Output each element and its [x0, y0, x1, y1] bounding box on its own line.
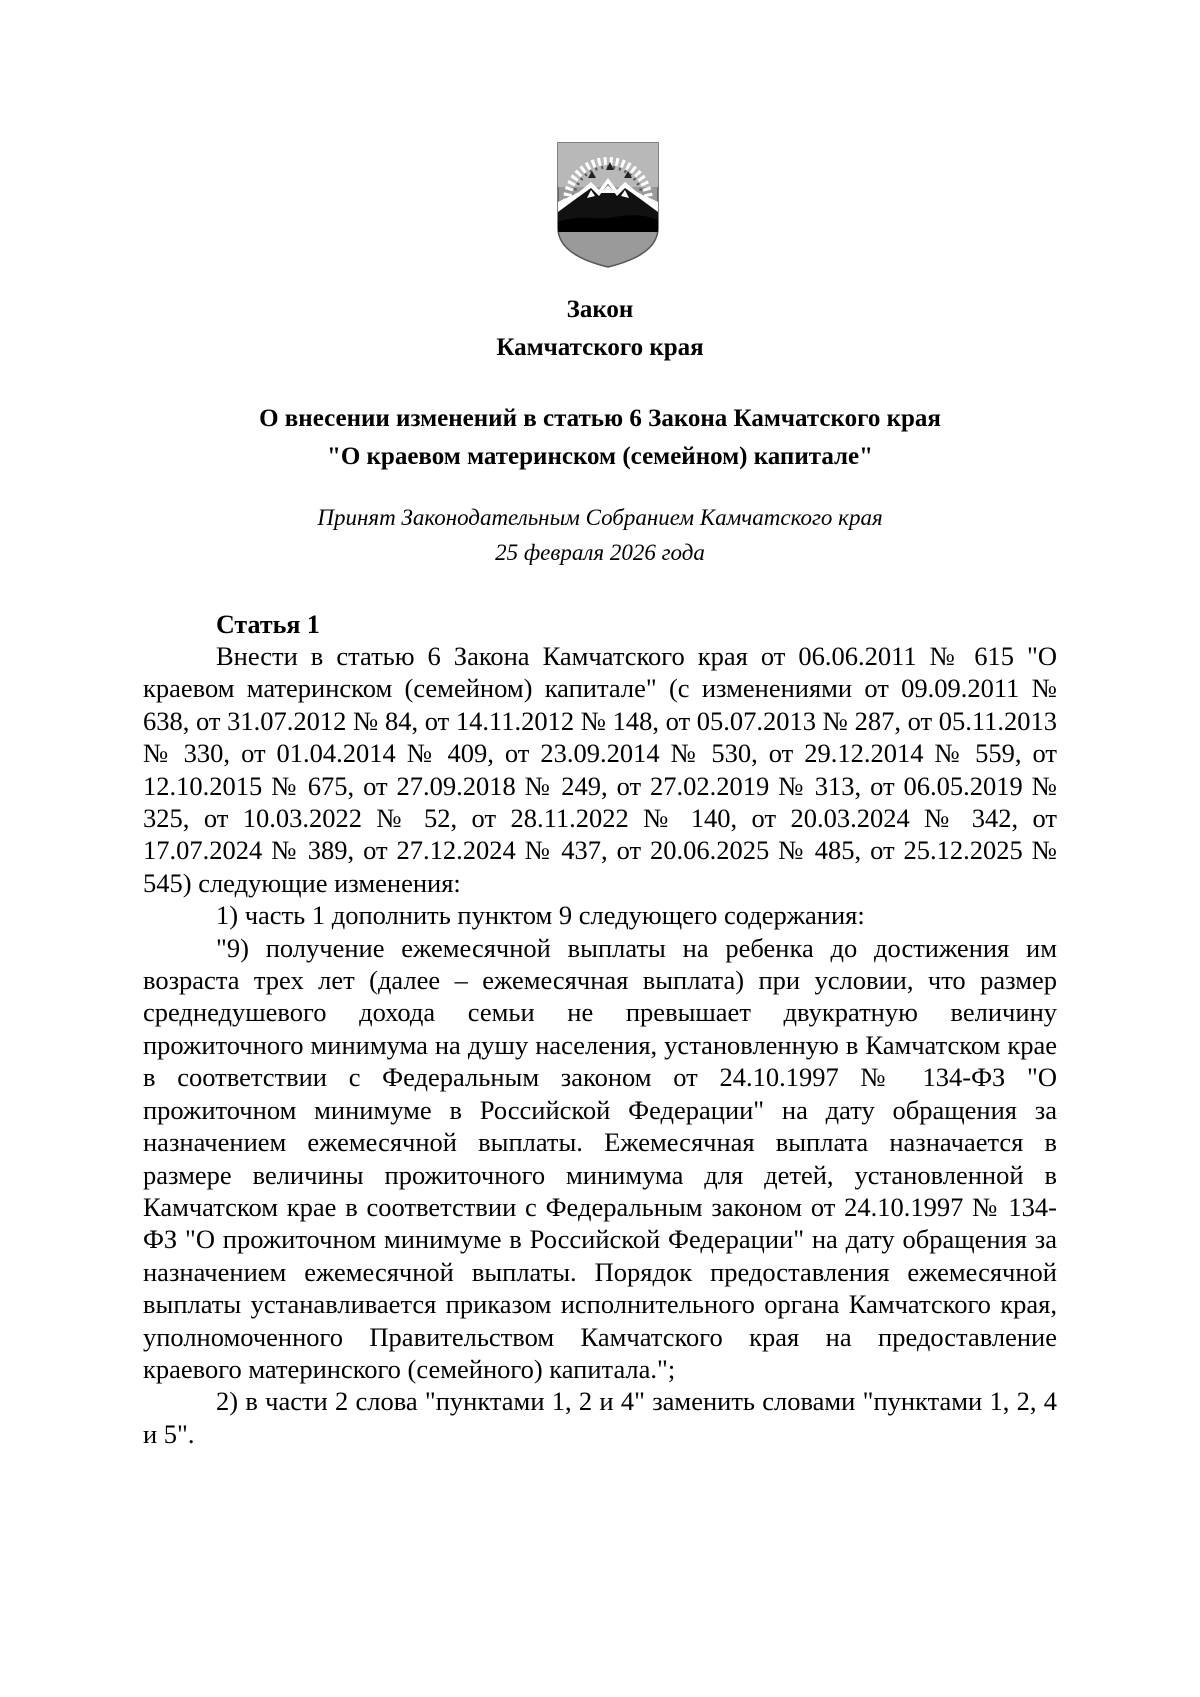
paragraph-intro: Внести в статью 6 Закона Камчатского края от 06.06.2011 № 615 "О краевом материнском (семейном) капитале" (с изменениями от 09.09.2011 № 638, от 31.07.2012 № 84, от 14.11.2012 № 148, от 05.07.2013 № 287, от 05.11.2013 № 330, от 01.04.2014 № 409, от 23.09.2014 № 530, от 29.12.2014 № 559, от 12.10.2015 № 675, от 27.09.2018 № 249, от 27.02.2019 № 313, от 06.05.2019 № 325, от 10.03.2022 № 52, от 28.11.2022 № 140, от 20.03.2024 № 342, от 17.07.2024 № 389, от 27.12.2024 № 437, от 20.06.2025 № 485, от 25.12.2025 № 545) следующие изменения: [143, 641, 1057, 898]
paragraph-item-2: 2) в части 2 слова "пунктами 1, 2 и 4" заменить словами "пунктами 1, 2, 4 и 5". [143, 1386, 1057, 1449]
article-1-body [143, 640, 1057, 1450]
law-subject [0, 400, 1200, 476]
adoption-date: 25 февраля 2026 года [495, 540, 705, 565]
paragraph-item-1: 1) часть 1 дополнить пунктом 9 следующего содержания: [216, 900, 865, 931]
kamchatka-coat-of-arms-icon [555, 140, 661, 270]
law-subject-line-1: О внесении изменений в статью 6 Закона Камчатского края [259, 405, 941, 432]
paragraph-item-9-text: "9) получение ежемесячной выплаты на ребенка до достижения им возраста трех лет (далее – ежемесячная выплата) при условии, что размер среднедушевого дохода семьи не превышает двукратную величину прожиточного минимума на душу населения, установленную в Камчатском крае в соответствии с Федеральным законом от 24.10.1997 № 134-ФЗ "О прожиточном минимуме в Российской Федерации" на дату обращения за назначением ежемесячной выплаты. Ежемесячная выплата назначается в размере величины прожиточного минимума для детей, установленной в Камчатском крае в соответствии с Федеральным законом от 24.10.1997 № 134-ФЗ "О прожиточном минимуме в Российской Федерации" на дату обращения за назначением ежемесячной выплаты. Порядок предоставления ежемесячной выплаты устанавливается приказом исполнительного органа Камчатского края, уполномоченного Правительством Камчатского края на предоставление краевого материнского (семейного) капитала."; [143, 932, 1057, 1384]
adoption-note [0, 500, 1200, 570]
article-1-heading: Статья 1 [216, 610, 320, 639]
region-name: Камчатского края [496, 334, 704, 361]
law-title: Закон [566, 296, 634, 323]
law-subject-line-2: "О краевом материнском (семейном) капитале" [326, 443, 874, 470]
adoption-body: Принят Законодательным Собранием Камчатского края [317, 505, 883, 530]
